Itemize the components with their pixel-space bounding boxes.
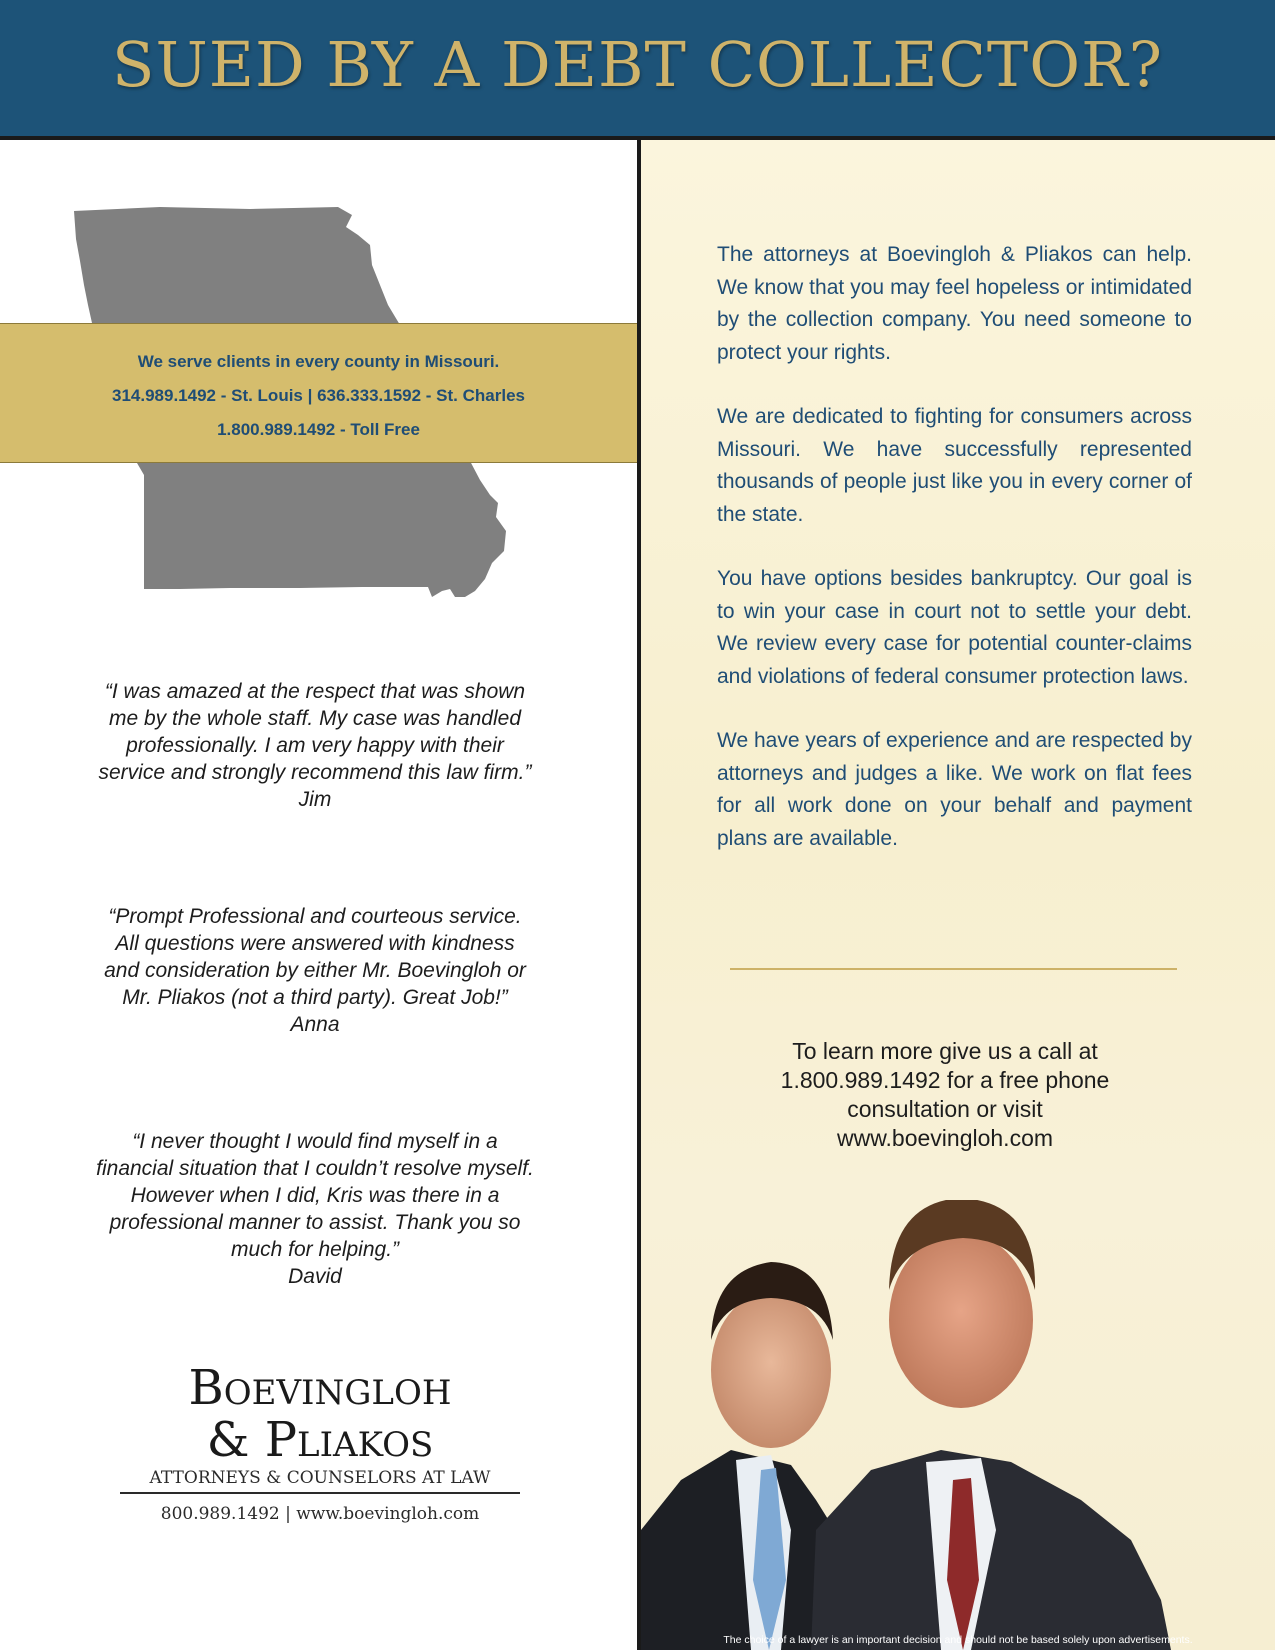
body-copy: [717, 239, 1192, 887]
testimonial-quote: “Prompt Professional and courteous service. All questions were answered with kindness and consideration by either Mr. Boevingloh or Mr. Pliakos (not a third party). Great Job!”: [104, 905, 526, 1009]
logo-name-line1: Boevingloh: [188, 1360, 452, 1416]
toll-free-number: 1.800.989.1492 - Toll Free: [217, 420, 420, 439]
testimonial-quote: “I was amazed at the respect that was shown me by the whole staff. My case was handled professionally. I am very happy with their service and strongly recommend this law firm.”: [98, 680, 532, 784]
testimonial: [95, 903, 535, 1038]
body-paragraph: You have options besides bankruptcy. Our goal is to win your case in court not to settle your debt. We review every case for potential counter-claims and violations of federal consumer protection laws.: [717, 567, 1192, 688]
attorneys-photo: [641, 1200, 1275, 1650]
testimonial-author: David: [288, 1265, 342, 1288]
firm-logo: [120, 1362, 520, 1524]
testimonial: [95, 678, 535, 813]
office-phone-numbers: 314.989.1492 - St. Louis | 636.333.1592 - St. Charles: [112, 386, 525, 405]
header-banner: [0, 0, 1275, 140]
service-area-band: [0, 323, 637, 463]
logo-contact: 800.989.1492 | www.boevingloh.com: [160, 1504, 480, 1524]
advertising-disclaimer: The choice of a lawyer is an important decision and should not be based solely upon advertisements.: [723, 1634, 1193, 1646]
call-to-action: To learn more give us a call at 1.800.989.1492 for a free phone consultation or visit www.boevingloh.com: [780, 1038, 1110, 1151]
service-statement: We serve clients in every county in Missouri.: [137, 352, 500, 371]
testimonial: [95, 1128, 535, 1290]
body-paragraph: We are dedicated to fighting for consumers across Missouri. We have successfully represented thousands of people just like you in every corner of the state.: [717, 405, 1192, 526]
testimonial-quote: “I never thought I would find myself in a financial situation that I couldn’t resolve myself. However when I did, Kris was there in a professional manner to assist. Thank you so much for helping.”: [96, 1130, 534, 1261]
logo-name-line2: & Pliakos: [206, 1412, 434, 1468]
logo-subtitle: ATTORNEYS & COUNSELORS AT LAW: [120, 1468, 520, 1494]
body-paragraph: We have years of experience and are respected by attorneys and judges a like. We work on flat fees for all work done on your behalf and payment plans are available.: [717, 729, 1192, 850]
testimonial-author: Jim: [298, 788, 332, 811]
gold-divider-line: [730, 968, 1177, 970]
body-paragraph: The attorneys at Boevingloh & Pliakos can help. We know that you may feel hopeless or intimidated by the collection company. You need someone to protect your rights.: [717, 243, 1192, 364]
page-title: SUED BY A DEBT COLLECTOR?: [112, 28, 1163, 101]
testimonial-author: Anna: [290, 1013, 340, 1036]
